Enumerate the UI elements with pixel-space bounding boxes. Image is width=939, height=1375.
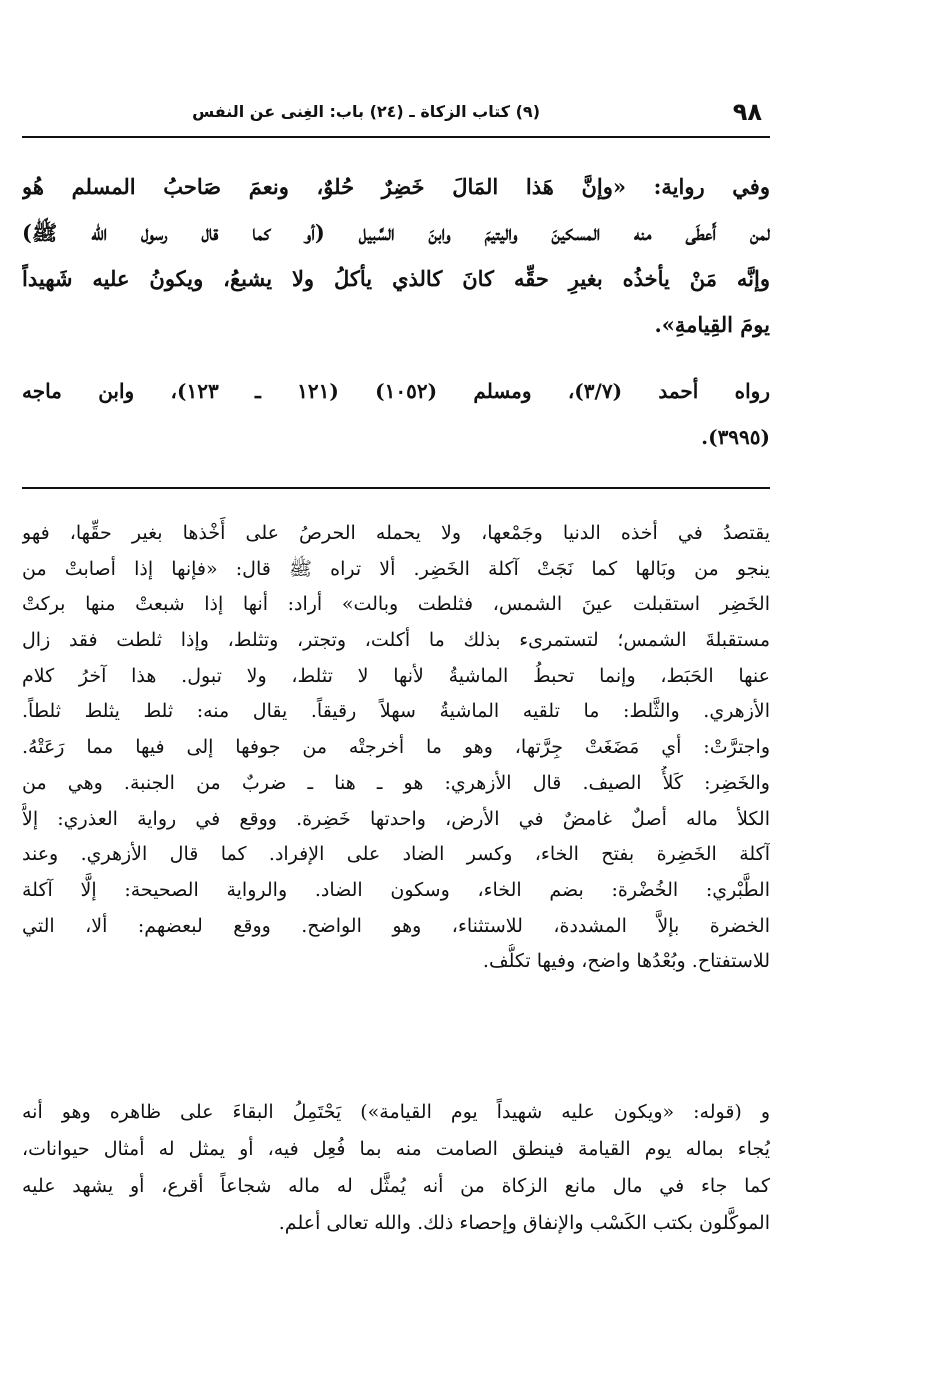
commentary-line: ينجو من وبَالها كما نَجَتْ آكلة الخَضِر. ألا تراه ﷺ قال: «فإنها إذا أصابتْ من <box>22 557 770 580</box>
hadith-line: وفي رواية: «وإنَّ هَذا المَالَ خَضِرٌ حُلوٌ، ونعمَ صَاحبُ المسلم هُو <box>22 174 770 199</box>
commentary-line: الخضرة بإلاَّ المشددة، للاستثناء، وهو الواضح. ووقع لبعضهم: ألا، التي <box>22 914 770 937</box>
commentary-line: الطَّبْري: الخُضْرة: بضم الخاء، وسكون الضاد. والرواية الصحيحة: إلَّا آكلة <box>22 878 770 901</box>
page-number: ٩٨ <box>732 98 762 126</box>
footnote-divider <box>22 487 770 489</box>
commentary-line: كما جاء في مال مانع الزكاة من أنه يُمثَّل له ماله شجاعاً أقرع، أو يشهد عليه <box>22 1175 770 1197</box>
hadith-line: يومَ القِيامةِ». <box>654 312 770 337</box>
source-line: رواه أحمد (٣/٧)، ومسلم (١٠٥٢) (١٢١ ـ ١٢٣)، وابن ماجه <box>22 379 770 403</box>
commentary-line: يقتصدُ في أخذه الدنيا وجَمْعها، ولا يحمله الحرصُ على أَخْذها بغير حقِّها، فهو <box>22 522 770 544</box>
source-line: (٣٩٩٥). <box>701 425 770 449</box>
hadith-line: وإنَّه مَنْ يأخذُه بغيرِ حقِّه كانَ كالذي يأكلُ ولا يشبعُ، ويكونُ عليه شَهيداً <box>22 266 770 291</box>
commentary-paragraph-2 <box>22 1094 770 1242</box>
commentary-line: الأزهري. والثَّلط: ما تلقيه الماشيةُ سهلاً رقيقاً. يقال منه: ثلط يثلط ثلطاً. <box>22 700 770 723</box>
commentary-line: واجترَّتْ: أي مَضَغَتْ جِرَّتها، وهو ما أخرجتْه من جوفها إلى فيها مما رَعَتْهُ. <box>22 736 770 759</box>
commentary-line: يُجاء بماله يوم القيامة فينطق الصامت منه بما فُعِل فيه، أو يمثل له أمثال حيوانات، <box>22 1138 770 1160</box>
commentary-paragraph <box>22 516 770 980</box>
commentary-line: والخَضِر: كَلأُ الصيف. قال الأزهري: هو ـ هنا ـ ضربٌ من الجنبة. وهي من <box>22 771 770 794</box>
commentary-line: الكلأ ماله أصلٌ غامضٌ في الأرض، واحدتها خَضِرة. ووقع في رواية العذري: إلاَّ <box>22 807 770 830</box>
commentary-line: الخَضِر استقبلت عينَ الشمس، فثلطت وبالت» أراد: أنها إذا شبعتْ منها بركتْ <box>22 593 770 616</box>
hadith-text <box>22 164 770 348</box>
hadith-line: لمن أَعطَى منه المسكينَ واليتيمَ وابنَ السَّبيل (أو كما قال رسول الله ﷺ) <box>22 220 770 245</box>
commentary-line: آكلة الخَضِرة بفتح الخاء، وكسر الضاد على الإفراد. كما قال الأزهري. وعند <box>22 843 770 866</box>
commentary-line: عنها الحَبَط، وإنما تحبطُ الماشيةُ لأنها لا تثلط، ولا تبول. هذا آخرُ كلام <box>22 664 770 687</box>
running-title: (٩) كتاب الزكاة ـ (٢٤) باب: الغِنى عن النفس <box>192 102 540 121</box>
commentary-line: الموكَّلون بكتب الكَسْب والإنفاق وإحصاء ذلك. والله تعالى أعلم. <box>278 1212 770 1234</box>
commentary-line: للاستفتاح. وبُعْدُها واضح، وفيها تكلُّف. <box>482 950 770 973</box>
commentary-line: و (قوله: «ويكون عليه شهيداً يوم القيامة») يَحْتَمِلُ البقاءَ على ظاهره وهو أنه <box>22 1101 770 1123</box>
page-header <box>22 96 770 138</box>
commentary-line: مستقبلةَ الشمس؛ لتستمرىء بذلك ما أكلت، وتجتر، وتثلط، وإذا ثلطت فقد زال <box>22 629 770 652</box>
hadith-source <box>22 368 770 460</box>
